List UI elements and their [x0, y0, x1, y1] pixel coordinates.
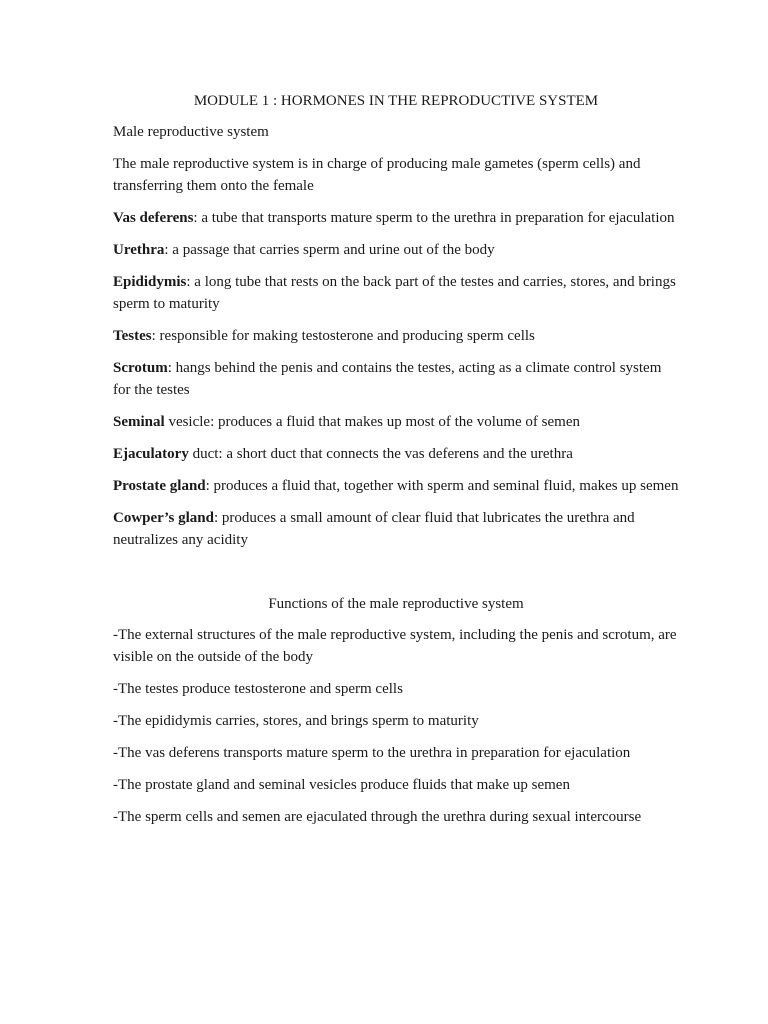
definition-seminal-vesicle [113, 411, 679, 433]
definition-text: : produces a small amount of clear fluid that lubricates the urethra and neutralizes any acidity [113, 510, 635, 548]
page-title: MODULE 1 : HORMONES IN THE REPRODUCTIVE SYSTEM [193, 93, 599, 109]
definition-scrotum [113, 357, 679, 401]
functions-heading: Functions of the male reproductive system [268, 596, 524, 612]
definition-prostate-gland [113, 475, 679, 497]
definition-text: : produces a fluid that, together with sperm and seminal fluid, makes up semen [205, 478, 679, 494]
definition-term: Testes [113, 328, 152, 344]
function-item: -The vas deferens transports mature sperm to the urethra in preparation for ejaculation [113, 745, 631, 761]
definition-term: Urethra [113, 242, 165, 258]
definition-term: Seminal [113, 414, 165, 430]
definition-text: : a long tube that rests on the back part of the testes and carries, stores, and brings sperm to maturity [113, 274, 676, 312]
function-item: -The prostate gland and seminal vesicles produce fluids that make up semen [113, 777, 570, 793]
definition-term: Prostate gland [113, 478, 206, 494]
section-subheading: Male reproductive system [113, 124, 269, 140]
definition-term: Epididymis [113, 274, 187, 290]
definition-testes [113, 325, 679, 347]
definition-term: Cowper’s gland [113, 510, 214, 526]
definition-text: : a tube that transports mature sperm to the urethra in preparation for ejaculation [193, 210, 675, 226]
document-page [113, 90, 679, 838]
definition-text: vesicle: produces a fluid that makes up most of the volume of semen [164, 414, 580, 430]
function-item: -The external structures of the male reproductive system, including the penis and scrotum, are visible on the outside of the body [113, 627, 677, 665]
function-item: -The epididymis carries, stores, and brings sperm to maturity [113, 713, 479, 729]
definition-cowpers-gland [113, 507, 679, 551]
definition-text: duct: a short duct that connects the vas deferens and the urethra [188, 446, 573, 462]
definition-term: Scrotum [113, 360, 168, 376]
definition-epididymis [113, 271, 679, 315]
definition-urethra [113, 239, 679, 261]
definition-term: Vas deferens [113, 210, 194, 226]
definition-text: : responsible for making testosterone and producing sperm cells [151, 328, 535, 344]
function-item: -The sperm cells and semen are ejaculated through the urethra during sexual intercourse [113, 809, 642, 825]
definition-text: : hangs behind the penis and contains the testes, acting as a climate control system for the testes [113, 360, 662, 398]
definition-term: Ejaculatory [113, 446, 189, 462]
function-item: -The testes produce testosterone and sperm cells [113, 681, 403, 697]
definition-ejaculatory-duct [113, 443, 679, 465]
definition-vas-deferens [113, 207, 679, 229]
intro-paragraph: The male reproductive system is in charge of producing male gametes (sperm cells) and transferring them onto the female [113, 156, 641, 194]
definition-text: : a passage that carries sperm and urine out of the body [164, 242, 495, 258]
